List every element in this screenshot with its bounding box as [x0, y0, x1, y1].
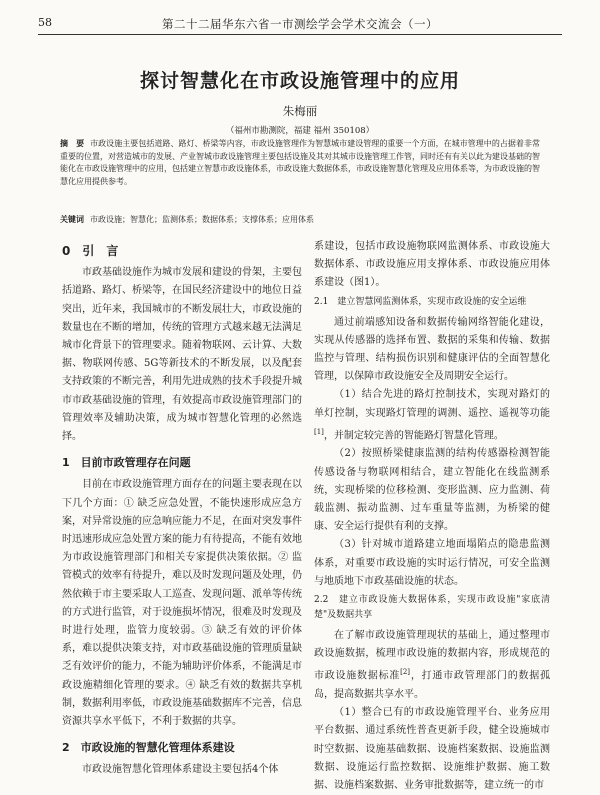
page-number: 58 [38, 16, 52, 29]
section-heading-system: 2 市政设施的智慧化管理体系建设 [62, 741, 235, 755]
keywords-label: 关键词 [60, 215, 84, 224]
abstract-text: 市政设施主要包括道路、路灯、桥梁等内容，市政设施管理作为智慧城市建设管理的重要一个方面，在城市管理中的占据着非常重要的位置，对营造城市的发展、产业智城市政设施管理主要包括设施及其对其城市设施管理工作管，同时还有有关以此为建设基础的智能化在市政设施管理中的应用，包括建立智慧市政设施体系，市政设施大数据体系，市政设施智慧化管理及应用体系等，为市政设施的智慧化应用提供参考。 [60, 139, 540, 187]
affiliation: （福州市勘测院，福建 福州 350108） [225, 126, 375, 136]
list-item: （2）按照桥梁健康监测的结构传感器检测智能传感设备与物联网相结合，建立智能化在线监测系统，实现桥梁的位移检测、变形监测、应力监测、荷载监测、振动监测、过车重量等监测，为桥梁的健康、安全运行提供有利的支撑。 [314, 448, 550, 533]
left-column [62, 232, 302, 780]
list-item: （1）结合先进的路灯控制技术，实现对路灯的单灯控制，实现路灯管理的调测、遥控、遥视等功能[1]，并制定较完善的智能路灯智慧化管理。 [314, 389, 550, 442]
citation: [2] [400, 668, 411, 677]
subsection-heading-2-1: 2.1 建立智慧网监测体系，实现市政设施的安全运维 [314, 296, 527, 307]
keywords [60, 214, 540, 226]
running-header [38, 14, 562, 34]
keywords-text: 市政设施；智慧化；监测体系；数据体系；支撑体系；应用体系 [90, 215, 314, 224]
citation: [1] [314, 427, 324, 436]
paragraph: 市政基础设施作为城市发展和建设的骨架，主要包括道路、路灯、桥梁等，在国民经济建设中的地位日益突出，近年来，我国城市的不断发展壮大，市政设施的数量也在不断的增加，传统的管理方式越来越无法满足城市化背景下的管理要求。随着物联网、云计算、大数据、物联网传感、5G等新技术的不断发展，以及配套支持政策的不断完善，利用先进成熟的技术手段提升城市市政基础设施的管理，有效提高市政设施管理部门的管理效率及辅助决策，成为城市智慧化管理的必然选择。 [62, 267, 302, 443]
paragraph: 在了解市政设施管理现状的基础上，通过整理市政设施数据，梳理市政设施的数据内容，形成规范的市政设施数据标准[2]，打通市政管理部门的数据孤岛，提高数据共享水平。 [314, 629, 550, 700]
list-item: （3）针对城市道路建立地面塌陷点的隐患监测体系，对重要市政设施的实时运行情况，可安全监测与地质地下市政基础设施的状态。 [314, 539, 550, 587]
paragraph: 目前在市政设施管理方面存在的问题主要表现在以下几个方面：① 缺乏应急处置，不能快速形成应急方案，对异常设施的应急响应能力不足，在面对突发事件时迅速形成应急处置方案的能力有待提高，不能有效地为市政设施管理部门和相关专家提供决策依据。② 监管模式的效率有待提升，难以及时发现问题及处理，仍然依赖于市主要采取人工巡查、发现问题、派单等传统的方式进行监管，对于设施损坏情况，很难及时发现及时进行处理，监管力度较弱。③ 缺乏有效的评价体系，难以提供决策支持，对市政基础设施的管理质量缺乏有效评价的能力，不能为辅助评价体系，不能满足市政设施精细化管理的要求。④ 缺乏有效的数据共享机制，数据利用率低，市政设施基础数据库不完善，信息资源共享水平低下，不利于数据的共享。 [62, 479, 302, 728]
abstract-label: 摘 要 [60, 139, 85, 148]
subsection-heading-2-2: 2.2 建立市政设施大数据体系，实现市政设施"家底清楚"及数据共享 [314, 594, 550, 620]
list-item: （1）整合已有的市政设施管理平台、业务应用平台数据、通过系统性普查更新手段，健全设施城市时空数据、设施基础数据、设施档案数据、设施监测数据、设施运行监控数据、设施维护数据、施工数据、设施档案数据、业务审批数据等，建立统一的市 [314, 707, 550, 791]
author: 朱梅丽 [282, 104, 318, 118]
right-column [314, 238, 550, 795]
paper-title: 探讨智慧化在市政设施管理中的应用 [139, 70, 460, 92]
conference-title: 第二十二届华东六省一市测绘学会学术交流会（一） [162, 17, 438, 31]
section-heading-problems: 1 目前市政管理存在问题 [62, 456, 191, 470]
paragraph: 通过前端感知设备和数据传输网络智能化建设，实现从传感器的选择布置、数据的采集和传输、数据监控与管理、结构损伤识别和健康评估的全面智慧化管理，以保障市政设施安全及周期安全运行。 [314, 316, 550, 383]
abstract [60, 138, 540, 189]
paragraph: 市政设施智慧化管理体系建设主要包括4个体 [82, 764, 279, 776]
paragraph: 系建设，包括市政设施物联网监测体系、市政设施大数据体系、市政设施应用支撑体系、市政设施应用体系建设（图1）。 [314, 241, 550, 289]
section-heading-introduction: 0 引 言 [62, 244, 119, 258]
header-rule [38, 34, 562, 35]
